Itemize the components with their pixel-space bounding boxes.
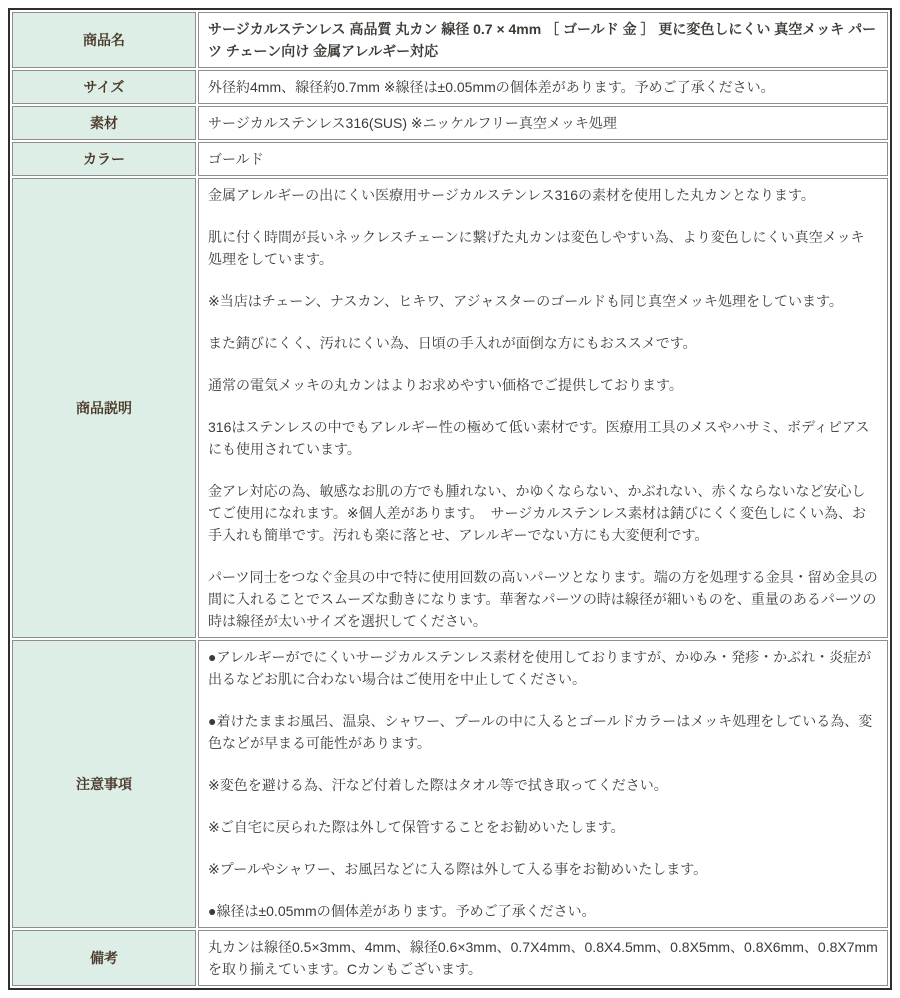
paragraph-description-4: 通常の電気メッキの丸カンはよりお求めやすい価格でご提供しております。 (208, 377, 683, 393)
paragraph-color-0: ゴールド (208, 151, 264, 167)
paragraph-description-7: パーツ同士をつなぐ金具の中で特に使用回数の高いパーツとなります。端の方を処理する金具・留め金具の間に入れることでスムーズな動きになります。華奢なパーツの時は線径が細いものを、重量のあるパーツの時は線径が太いサイズを選択してください。 (208, 569, 878, 629)
paragraph-description-2: ※当店はチェーン、ナスカン、ヒキワ、アジャスターのゴールドも同じ真空メッキ処理をしています。 (208, 293, 843, 309)
paragraph-description-0: 金属アレルギーの出にくい医療用サージカルステンレス316の素材を使用した丸カンとなります。 (208, 187, 815, 203)
table-row-material (12, 106, 888, 140)
table-row-color (12, 142, 888, 176)
row-label-color: カラー (12, 142, 196, 176)
row-label-remarks: 備考 (12, 930, 196, 986)
paragraph-remarks-0: 丸カンは線径0.5×3mm、4mm、線径0.6×3mm、0.7X4mm、0.8X4.5mm、0.8X5mm、0.8X6mm、0.8X7mmを取り揃えています。Cカンもございます。 (208, 939, 878, 977)
row-content-description (198, 178, 888, 638)
paragraph-size-0: 外径約4mm、線径約0.7mm ※線径は±0.05mmの個体差があります。予めご了承ください。 (208, 79, 775, 95)
paragraph-precautions-4: ※プールやシャワー、お風呂などに入る際は外して入る事をお勧めいたします。 (208, 861, 708, 877)
row-content-precautions (198, 640, 888, 928)
row-label-description: 商品説明 (12, 178, 196, 638)
row-content-size (198, 70, 888, 104)
paragraph-precautions-2: ※変色を避ける為、汗など付着した際はタオル等で拭き取ってください。 (208, 777, 668, 793)
table-row-size (12, 70, 888, 104)
product-spec-table (8, 8, 892, 990)
row-content-color (198, 142, 888, 176)
row-label-precautions: 注意事項 (12, 640, 196, 928)
paragraph-description-5: 316はステンレスの中でもアレルギー性の極めて低い素材です。医療用工具のメスやハサミ、ボディピアスにも使用されています。 (208, 419, 870, 457)
paragraph-description-3: また錆びにくく、汚れにくい為、日頃の手入れが面倒な方にもおススメです。 (208, 335, 697, 351)
paragraph-description-1: 肌に付く時間が長いネックレスチェーンに繋げた丸カンは変色しやすい為、より変色しにくい真空メッキ処理をしています。 (208, 229, 865, 267)
paragraph-precautions-5: ●線径は±0.05mmの個体差があります。予めご了承ください。 (208, 903, 596, 919)
paragraph-product-name-0: サージカルステンレス 高品質 丸カン 線径 0.7 × 4mm ［ ゴールド 金 ］ 更に変色しにくい 真空メッキ パーツ チェーン向け 金属アレルギー対応 (208, 21, 877, 59)
table-row-remarks (12, 930, 888, 986)
table-row-product-name (12, 12, 888, 68)
row-content-remarks (198, 930, 888, 986)
paragraph-precautions-1: ●着けたままお風呂、温泉、シャワー、プールの中に入るとゴールドカラーはメッキ処理をしている為、変色などが早まる可能性があります。 (208, 713, 873, 751)
paragraph-precautions-3: ※ご自宅に戻られた際は外して保管することをお勧めいたします。 (208, 819, 625, 835)
product-spec-table-body (12, 12, 888, 986)
row-label-product-name: 商品名 (12, 12, 196, 68)
paragraph-description-6: 金アレ対応の為、敏感なお肌の方でも腫れない、かゆくならない、かぶれない、赤くならないなど安心してご使用になれます。※個人差があります。 サージカルステンレス素材は錆びにくく変色しにくい為、お手入れも簡単です。汚れも楽に落とせ、アレルギーでない方にも大変便利です。 (208, 483, 867, 543)
table-row-description (12, 178, 888, 638)
row-content-product-name (198, 12, 888, 68)
row-label-material: 素材 (12, 106, 196, 140)
row-content-material (198, 106, 888, 140)
paragraph-material-0: サージカルステンレス316(SUS) ※ニッケルフリー真空メッキ処理 (208, 115, 617, 131)
row-label-size: サイズ (12, 70, 196, 104)
table-row-precautions (12, 640, 888, 928)
paragraph-precautions-0: ●アレルギーがでにくいサージカルステンレス素材を使用しておりますが、かゆみ・発疹・かぶれ・炎症が出るなどお肌に合わない場合はご使用を中止してください。 (208, 649, 872, 687)
